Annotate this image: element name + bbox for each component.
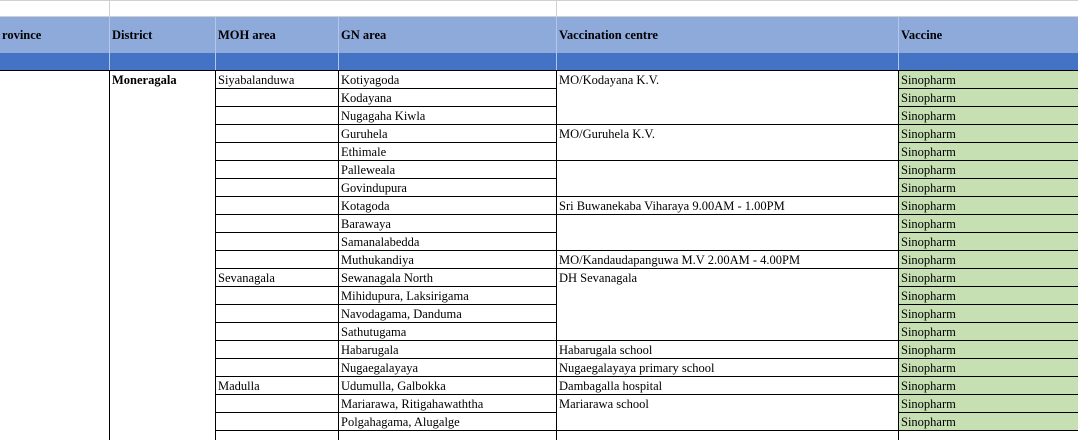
row-border bbox=[216, 106, 338, 107]
header-district: District bbox=[112, 28, 153, 42]
row-border bbox=[216, 322, 338, 323]
gn-area-cell: Sewanagala North bbox=[341, 271, 433, 285]
vaccine-cell: Sinopharm bbox=[901, 325, 956, 339]
gn-area-cell: Polgahagama, Alugalge bbox=[341, 415, 460, 429]
row-border bbox=[0, 70, 109, 71]
vaccine-cell: Sinopharm bbox=[901, 235, 956, 249]
vaccine-cell: Sinopharm bbox=[901, 253, 956, 267]
gn-area-cell: Govindupura bbox=[341, 181, 407, 195]
row-border bbox=[216, 160, 338, 161]
vaccine-cell: Sinopharm bbox=[901, 343, 956, 357]
vaccine-cell: Sinopharm bbox=[901, 109, 956, 123]
vaccine-cell: Sinopharm bbox=[901, 361, 956, 375]
header-vaccination-centre: Vaccination centre bbox=[559, 28, 658, 42]
moh-area-cell: Sevanagala bbox=[218, 271, 275, 285]
vaccination-centre-cell: Nugaegalayaya primary school bbox=[559, 361, 715, 375]
row-border bbox=[216, 196, 338, 197]
vaccine-cell: Sinopharm bbox=[901, 217, 956, 231]
gn-area-cell: Guruhela bbox=[341, 127, 388, 141]
vaccination-centre-cell: Habarugala school bbox=[559, 343, 653, 357]
row-border bbox=[216, 304, 338, 305]
vaccine-cell: Sinopharm bbox=[901, 397, 956, 411]
vaccination-centre-cell: MO/Kandaudapanguwa M.V 2.00AM - 4.00PM bbox=[559, 253, 801, 267]
vaccine-cell: Sinopharm bbox=[901, 199, 956, 213]
header-province: rovince bbox=[2, 28, 42, 42]
gn-area-cell: Sathutugama bbox=[341, 325, 407, 339]
gn-area-cell: Kotiyagoda bbox=[341, 73, 400, 87]
vaccine-cell: Sinopharm bbox=[901, 163, 956, 177]
row-border bbox=[216, 232, 338, 233]
vaccine-cell: Sinopharm bbox=[901, 289, 956, 303]
gn-area-cell: Muthukandiya bbox=[341, 253, 414, 267]
gn-area-cell: Mariarawa, Ritigahawaththa bbox=[341, 397, 484, 411]
gn-area-cell: Kodayana bbox=[341, 91, 392, 105]
vaccine-cell: Sinopharm bbox=[901, 127, 956, 141]
gn-area-cell: Habarugala bbox=[341, 343, 399, 357]
vaccine-cell: Sinopharm bbox=[901, 73, 956, 87]
row-border bbox=[557, 430, 898, 431]
moh-area-cell: Madulla bbox=[218, 379, 260, 393]
gn-area-cell: Palleweala bbox=[341, 163, 396, 177]
vaccination-centre-cell: MO/Kodayana K.V. bbox=[559, 73, 660, 87]
gn-area-cell: Nugagaha Kiwla bbox=[341, 109, 426, 123]
blue-band-row bbox=[0, 53, 1078, 70]
vaccine-cell: Sinopharm bbox=[901, 91, 956, 105]
vaccine-cell: Sinopharm bbox=[901, 271, 956, 285]
gn-area-cell: Udumulla, Galbokka bbox=[341, 379, 446, 393]
header-vaccine: Vaccine bbox=[901, 28, 943, 42]
gn-area-cell: Nugaegalayaya bbox=[341, 361, 419, 375]
moh-area-cell: Siyabalanduwa bbox=[218, 73, 295, 87]
header-moh-area: MOH area bbox=[218, 28, 276, 42]
vaccination-centre-cell: Mariarawa school bbox=[559, 397, 649, 411]
gn-area-cell: Mihidupura, Laksirigama bbox=[341, 289, 469, 303]
column-border bbox=[109, 70, 110, 440]
vaccination-centre-cell: Dambagalla hospital bbox=[559, 379, 663, 393]
row-border bbox=[216, 358, 338, 359]
gn-area-cell: Barawaya bbox=[341, 217, 391, 231]
vaccination-centre-cell: MO/Guruhela K.V. bbox=[559, 127, 655, 141]
vaccine-cell: Sinopharm bbox=[901, 145, 956, 159]
gn-area-cell: Kotagoda bbox=[341, 199, 390, 213]
vaccine-cell: Sinopharm bbox=[901, 379, 956, 393]
gn-area-cell: Ethimale bbox=[341, 145, 387, 159]
row-border bbox=[557, 160, 898, 161]
header-gn-area: GN area bbox=[341, 28, 387, 42]
row-border bbox=[216, 250, 338, 251]
vaccine-cell: Sinopharm bbox=[901, 415, 956, 429]
row-border bbox=[216, 340, 338, 341]
row-border bbox=[216, 124, 338, 125]
row-border bbox=[216, 214, 338, 215]
gn-area-cell: Navodagama, Danduma bbox=[341, 307, 462, 321]
vaccination-centre-cell: DH Sevanagala bbox=[559, 271, 638, 285]
vaccine-cell: Sinopharm bbox=[901, 307, 956, 321]
district-cell: Moneragala bbox=[112, 73, 177, 87]
vaccination-centre-cell: Sri Buwanekaba Viharaya 9.00AM - 1.00PM bbox=[559, 199, 785, 213]
gn-area-cell: Samanalabedda bbox=[341, 235, 420, 249]
row-border bbox=[216, 142, 338, 143]
vaccine-cell: Sinopharm bbox=[901, 181, 956, 195]
row-border bbox=[216, 430, 338, 431]
row-border bbox=[216, 178, 338, 179]
row-border bbox=[216, 412, 338, 413]
